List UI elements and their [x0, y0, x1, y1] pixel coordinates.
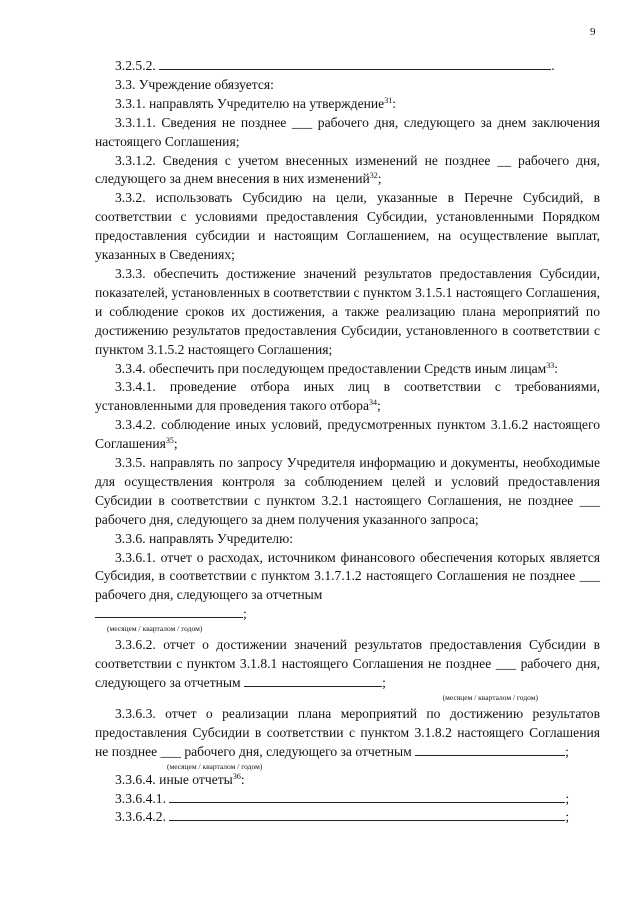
blank-line [159, 57, 551, 70]
blank-line-row: ; [95, 605, 600, 624]
footnote-ref: 36 [232, 771, 241, 781]
clause-3-3-6-4-2: 3.3.6.4.2. ; [115, 809, 570, 825]
blank-caption: (месяцем / кварталом / годом) [107, 624, 203, 634]
footnote-ref: 31 [384, 95, 393, 105]
blank-line [95, 605, 243, 618]
clause-3-3: 3.3. Учреждение обязуется: [115, 76, 274, 92]
clause-3-3-4: 3.3.4. обеспечить при последующем предоставлении Средств иным лицам$^{33}$: [115, 360, 559, 376]
footnote-ref: 32 [369, 171, 378, 181]
footnote-ref: 34 [369, 398, 378, 408]
clause-3-3-4-1: 3.3.4.1. проведение отбора иных лиц в соответствии с требованиями, установленными для проведения такого отбора$^{34}$; [95, 379, 600, 414]
clause-3-3-6-2: 3.3.6.2. отчет о достижении значений результатов предоставления Субсидии в соответствии с пунктом 3.1.8.1 настоящего Соглашения не позднее ___ рабочего дня, следующего за отчетным ; [95, 637, 600, 690]
clause-3-3-6: 3.3.6. направлять Учредителю: [115, 530, 294, 546]
clause-3-2-5-2: 3.2.5.2. . [115, 58, 555, 73]
blank-caption: (месяцем / кварталом / годом) [442, 692, 538, 702]
clause-3-3-2: 3.3.2. использовать Субсидию на цели, указанные в Перечне Субсидий, в соответствии с условиями предоставления Субсидии, установленными Порядком предоставления субсидии и настоящим Соглашением, на осуществление выплат, указанных в Сведениях; [95, 190, 600, 263]
blank-line [169, 790, 565, 803]
clause-3-3-3: 3.3.3. обеспечить достижение значений результатов предоставления Субсидии, показателей, установленных в соответствии с пунктом 3.1.5.1 настоящего Соглашения, и соблюдение сроков их достижения, а также реализацию плана мероприятий по достижению результатов предоставления Субсидии, установленного в соответствии с пунктом 3.1.5.2 настоящего Соглашения; [95, 265, 600, 357]
page-number: 9 [590, 26, 596, 38]
clause-3-3-6-4-1: 3.3.6.4.1. ; [115, 790, 570, 806]
document-body [95, 57, 600, 827]
blank-line [244, 674, 382, 687]
clause-3-3-6-4: 3.3.6.4. иные отчеты$^{36}$: [115, 771, 245, 787]
footnote-ref: 33 [546, 360, 555, 370]
clause-3-3-1: 3.3.1. направлять Учредителю на утверждение$^{31}$: [115, 95, 396, 111]
clause-3-3-6-1: 3.3.6.1. отчет о расходах, источником финансового обеспечения которых является Субсидия, в соответствии с пунктом 3.1.7.1.2 настоящего Соглашения не позднее ___ рабочего дня, следующего за отчетным [95, 549, 600, 603]
blank-line [415, 743, 565, 756]
clause-3-3-1-2: 3.3.1.2. Сведения с учетом внесенных изменений не позднее __ рабочего дня, следующего за днем внесения в них изменений$^{32}$; [95, 152, 600, 187]
blank-line [169, 808, 565, 821]
footnote-ref: 35 [165, 436, 174, 446]
clause-3-3-6-3: 3.3.6.3. отчет о реализации плана мероприятий по достижению результатов предоставления Субсидии в соответствии с пунктом 3.1.8.2 настоящего Соглашения не позднее ___ рабочего дня, следующего за отчетным ; [95, 705, 600, 759]
clause-3-3-1-1: 3.3.1.1. Сведения не позднее ___ рабочего дня, следующего за днем заключения настоящего Соглашения; [95, 114, 600, 149]
clause-3-3-5: 3.3.5. направлять по запросу Учредителя информацию и документы, необходимые для осуществления контроля за соблюдением целей и условий предоставления Субсидии в соответствии с пунктом 3.2.1 настоящего Соглашения, не позднее ___ рабочего дня, следующего за днем получения указанного запроса; [95, 455, 600, 527]
blank-caption: (месяцем / кварталом / годом) [167, 761, 263, 771]
clause-3-3-4-2: 3.3.4.2. соблюдение иных условий, предусмотренных пунктом 3.1.6.2 настоящего Соглашения$^{35}$; [95, 417, 600, 452]
